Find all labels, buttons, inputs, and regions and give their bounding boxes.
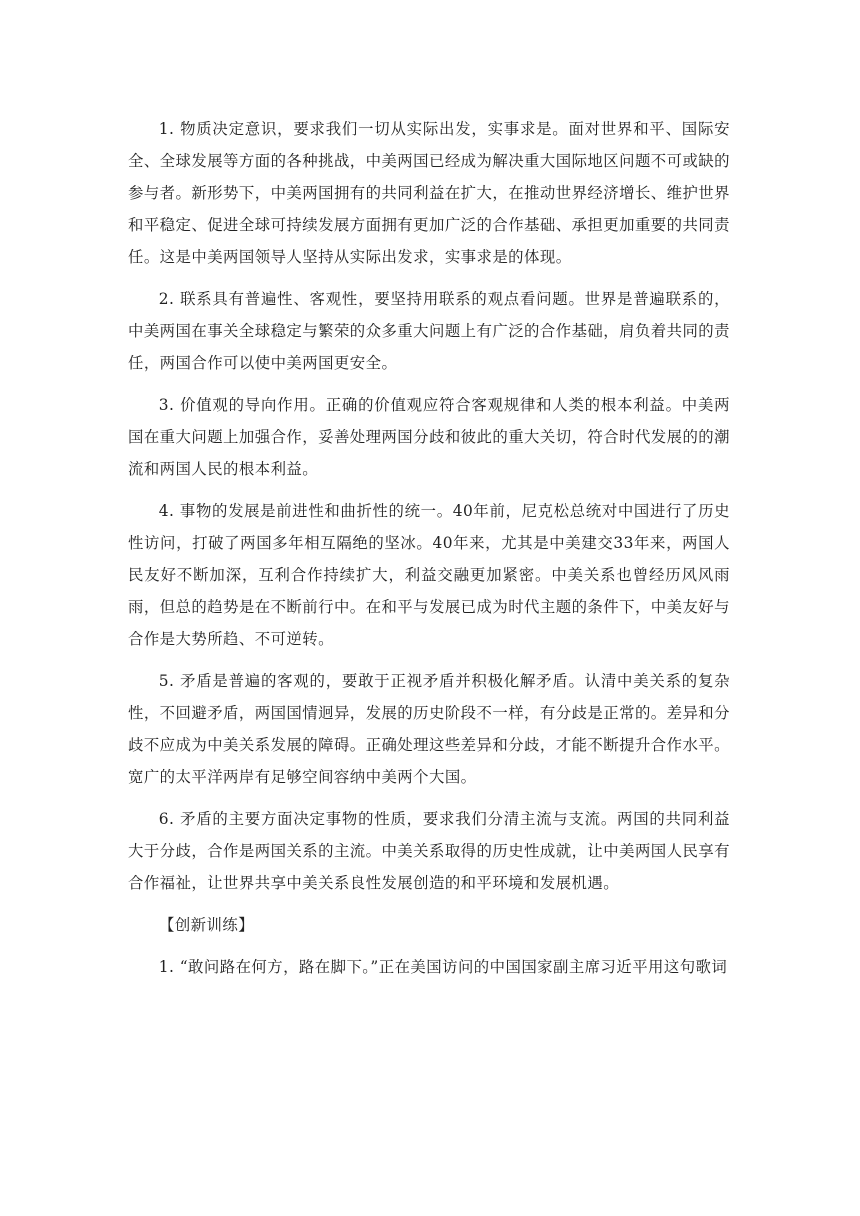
section-heading: 【创新训练】 (159, 916, 255, 934)
paragraph-2: 2. 联系具有普遍性、客观性，要坚持用联系的观点看问题。世界是普遍联系的，中美两国在事关全球稳定与繁荣的众多重大问题上有广泛的合作基础，肩负着共同的责任，两国合作可以使中美两国更安全。 (128, 290, 730, 372)
document-body (128, 113, 730, 993)
paragraph-6: 6. 矛盾的主要方面决定事物的性质，要求我们分清主流与支流。两国的共同利益大于分歧，合作是两国关系的主流。中美关系取得的历史性成就，让中美两国人民享有合作福祉，让世界共享中美关系良性发展创造的和平环境和发展机遇。 (128, 810, 730, 892)
paragraph-4: 4. 事物的发展是前进性和曲折性的统一。40年前，尼克松总统对中国进行了历史性访问，打破了两国多年相互隔绝的坚冰。40年来，尤其是中美建交33年来，两国人民友好不断加深，互利合作持续扩大，利益交融更加紧密。中美关系也曾经历风风雨雨，但总的趋势是在不断前行中。在和平与发展已成为时代主题的条件下，中美友好与合作是大势所趋、不可逆转。 (128, 502, 730, 648)
paragraph-5: 5. 矛盾是普遍的客观的，要敢于正视矛盾并积极化解矛盾。认清中美关系的复杂性，不回避矛盾，两国国情迥异，发展的历史阶段不一样，有分歧是正常的。差异和分歧不应成为中美关系发展的障碍。正确处理这些差异和分歧，才能不断提升合作水平。宽广的太平洋两岸有足够空间容纳中美两个大国。 (128, 672, 730, 786)
paragraph-3: 3. 价值观的导向作用。正确的价值观应符合客观规律和人类的根本利益。中美两国在重大问题上加强合作，妥善处理两国分歧和彼此的重大关切，符合时代发展的的潮流和两国人民的根本利益。 (128, 396, 730, 478)
question-1: 1. “敢问路在何方，路在脚下。”正在美国访问的中国国家副主席习近平用这句歌词 (158, 958, 728, 976)
paragraph-1: 1. 物质决定意识，要求我们一切从实际出发，实事求是。面对世界和平、国际安全、全球发展等方面的各种挑战，中美两国已经成为解决重大国际地区问题不可或缺的参与者。新形势下，中美两国拥有的共同利益在扩大，在推动世界经济增长、维护世界和平稳定、促进全球可持续发展方面拥有更加广泛的合作基础、承担更加重要的共同责任。这是中美两国领导人坚持从实际出发求，实事求是的体现。 (128, 120, 730, 266)
